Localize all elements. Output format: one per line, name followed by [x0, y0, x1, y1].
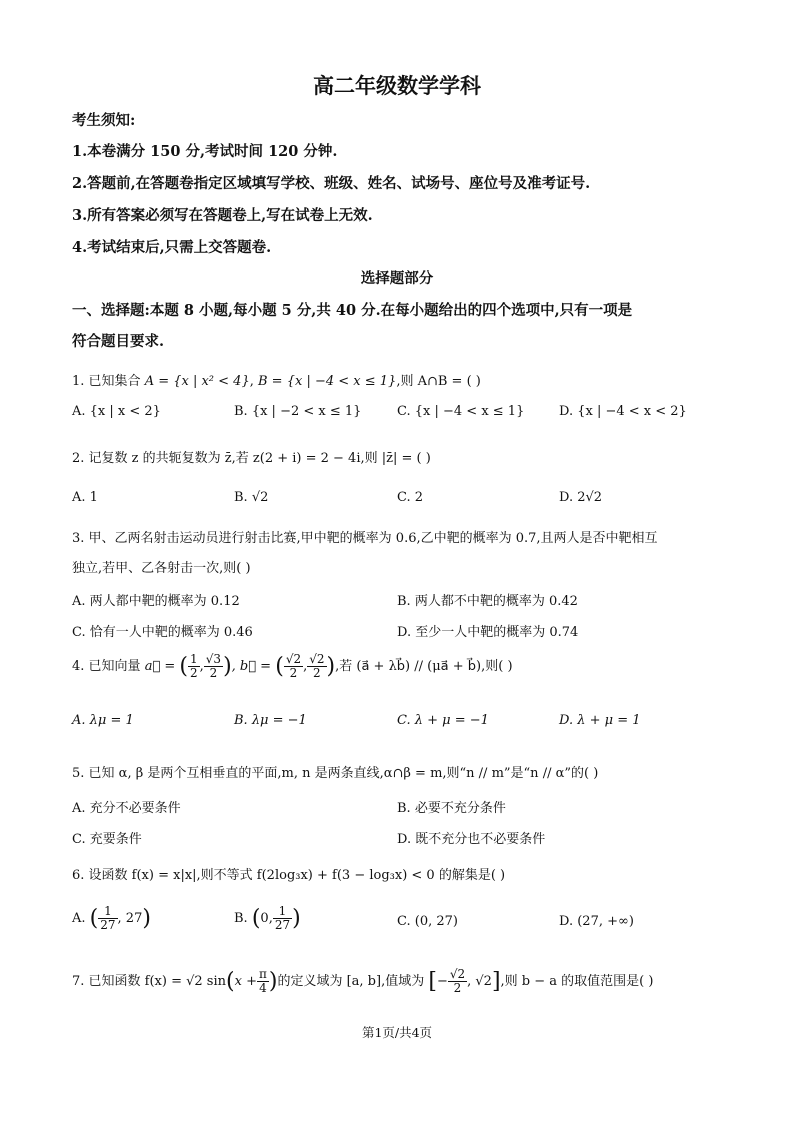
question-3-stem-cont: 独立,若甲、乙各射击一次,则( ): [72, 561, 251, 576]
q4-a-y: $\frac{√3}{2}$: [205, 652, 222, 680]
question-1-stem: 1. 已知集合 A = {x | x² < 4}, B = {x | −4 < x ≤ 1},则 A∩B = ( ): [72, 374, 481, 389]
question-4-stem: 4. 已知向量 a⃗ = ( $\frac{1}{2}$ , $\frac{√3}{2}$ ), b⃗ = ( $\frac{√2}{2}$ , $\frac{√2}{2}$ ),若 (a⃗ + λb⃗) // (μa⃗ + b⃗),则( ): [72, 652, 513, 680]
q5-option-d: D. 既不充分也不必要条件: [397, 832, 546, 847]
page-title: 高二年级数学学科: [313, 73, 481, 98]
question-3-stem: 3. 甲、乙两名射击运动员进行射击比赛,甲中靶的概率为 0.6,乙中靶的概率为 0.7,且两人是否中靶相互: [72, 531, 658, 546]
q3-option-b: B. 两人都不中靶的概率为 0.42: [397, 594, 578, 609]
q4-b-x: $\frac{√2}{2}$: [285, 652, 302, 680]
q1-tail: ,则 A∩B = ( ): [396, 374, 481, 389]
q6-option-d: D. (27, +∞): [559, 914, 634, 929]
q6-option-b: B. (0, $\frac{1}{27}$ ): [234, 904, 301, 932]
question-6-stem: 6. 设函数 f(x) = x|x|,则不等式 f(2log₃x) + f(3 − log₃x) < 0 的解集是( ): [72, 868, 506, 883]
part-title: 选择题部分: [360, 270, 434, 287]
q2-option-a: A. 1: [72, 490, 98, 505]
q2-option-c: C. 2: [397, 490, 424, 505]
q4-option-d: D. λ + μ = 1: [559, 713, 641, 728]
q4-b-y: $\frac{√2}{2}$: [309, 652, 325, 680]
q6-option-a: A. ( $\frac{1}{27}$ , 27): [72, 904, 151, 932]
notice-item: 2.答题前,在答题卷指定区域填写学校、班级、姓名、试场号、座位号及准考证号.: [72, 175, 591, 192]
q1-option-d: D. {x | −4 < x < 2}: [559, 404, 687, 419]
q1-option-b: B. {x | −2 < x ≤ 1}: [234, 404, 362, 419]
q4-vec-b: , b⃗ =: [231, 659, 272, 674]
q1-prefix: 1. 已知集合: [72, 374, 141, 389]
q4-a-x: $\frac{1}{2}$: [190, 652, 198, 680]
q1-set-a: A = {x | x² < 4}: [144, 374, 250, 389]
q4-option-a: A. λμ = 1: [72, 713, 134, 728]
q5-option-a: A. 充分不必要条件: [72, 801, 181, 816]
q2-option-b: B. √2: [234, 490, 269, 505]
q1-option-a: A. {x | x < 2}: [72, 404, 161, 419]
q4-vec-a: a⃗ =: [144, 659, 176, 674]
q1-option-c: C. {x | −4 < x ≤ 1}: [397, 404, 525, 419]
q5-option-c: C. 充要条件: [72, 832, 142, 847]
question-2-stem: 2. 记复数 z 的共轭复数为 z̄,若 z(2 + i) = 2 − 4i,则 |z̄| = ( ): [72, 451, 431, 466]
q3-option-d: D. 至少一人中靶的概率为 0.74: [397, 625, 579, 640]
q1-set-b: B = {x | −4 < x ≤ 1}: [258, 374, 397, 389]
question-7-stem: 7. 已知函数 f(x) = √2 sin(x + $\frac{\pi}{4}$ )的定义域为 [a, b],值域为 [− $\frac{√2}{2}$ , √2],则 b − a 的取值范围是( ): [72, 967, 654, 995]
q4-tail: ,若 (a⃗ + λb⃗) // (μa⃗ + b⃗),则( ): [335, 659, 513, 674]
notice-item: 1.本卷满分 150 分,考试时间 120 分钟.: [72, 143, 338, 160]
notice-item: 4.考试结束后,只需上交答题卷.: [72, 239, 272, 256]
notice-item: 3.所有答案必须写在答题卷上,写在试卷上无效.: [72, 207, 373, 224]
section-heading-cont: 符合题目要求.: [72, 333, 165, 350]
q2-option-d: D. 2√2: [559, 490, 603, 505]
q3-option-c: C. 恰有一人中靶的概率为 0.46: [72, 625, 253, 640]
notice-heading: 考生须知:: [72, 112, 136, 129]
q4-prefix: 4. 已知向量: [72, 659, 141, 674]
q6-option-c: C. (0, 27): [397, 914, 458, 929]
page-footer: 第1页/共4页: [361, 1025, 433, 1040]
q4-option-b: B. λμ = −1: [234, 713, 307, 728]
question-5-stem: 5. 已知 α, β 是两个互相垂直的平面,m, n 是两条直线,α∩β = m,则“n // m”是“n // α”的( ): [72, 766, 599, 781]
q3-option-a: A. 两人都中靶的概率为 0.12: [72, 594, 240, 609]
section-heading: 一、选择题:本题 8 小题,每小题 5 分,共 40 分.在每小题给出的四个选项中,只有一项是: [72, 302, 633, 319]
q4-option-c: C. λ + μ = −1: [397, 713, 489, 728]
q5-option-b: B. 必要不充分条件: [397, 801, 506, 816]
